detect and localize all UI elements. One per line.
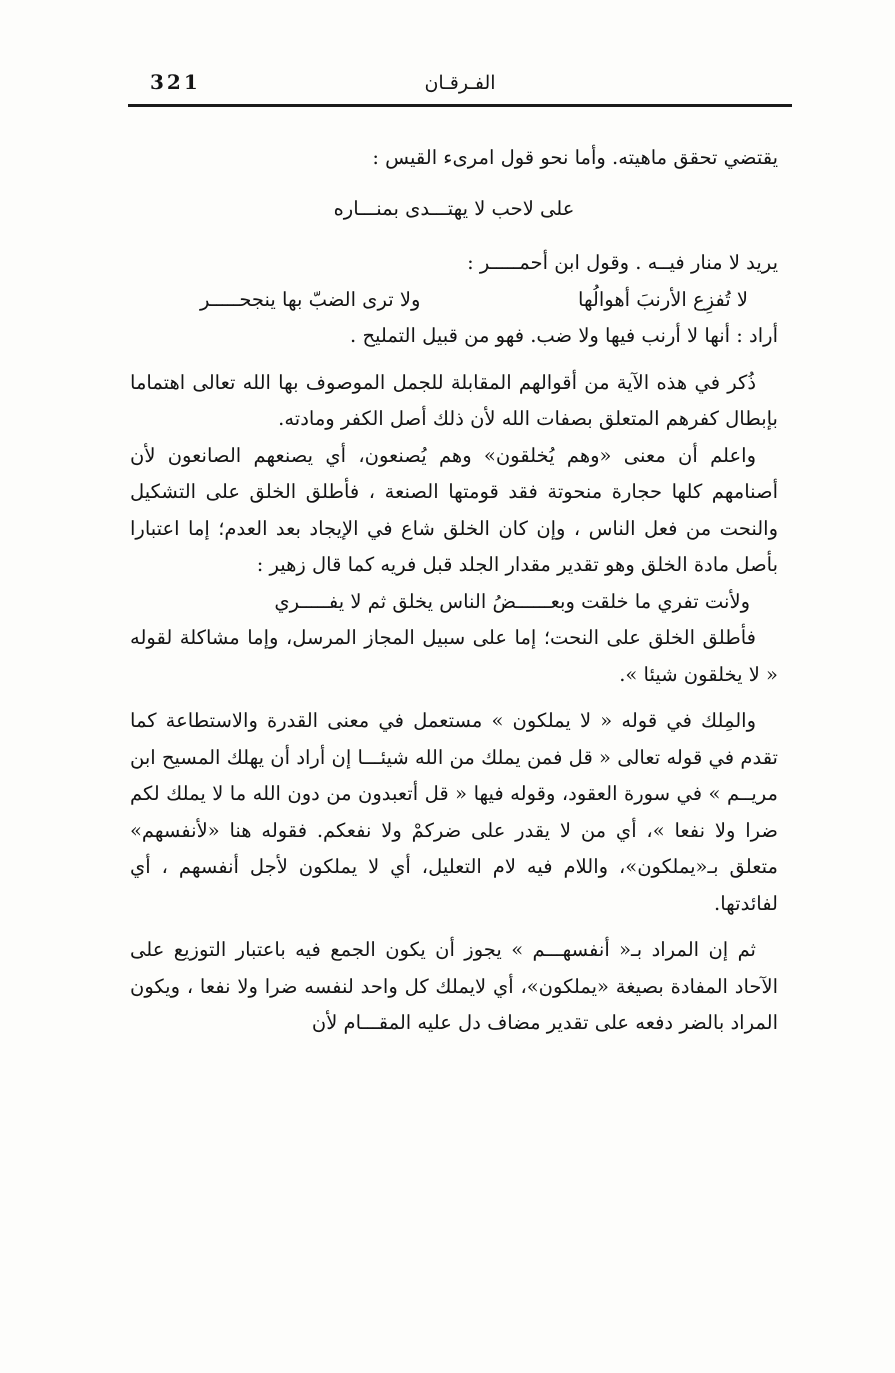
verse-hemistich-first: لا تُفزِع الأرنبَ أهوالُها [578, 287, 748, 311]
running-title: الفـرقـان [424, 72, 496, 94]
paragraph: واعلم أن معنى «وهم يُخلقون» وهم يُصنعون، أي يصنعهم الصانعون لأن أصنامهم كلها حجارة منحوتة فقد قومتها الصنعة ، فأطلق الخلق على التشكيل والنحت من فعل الناس ، وإن كان الخلق شاع في الإيجاد بعد العدم؛ إما اعتبارا بأصل مادة الخلق وهو تقدير مقدار الجلد قبل فريه كما قال زهير : [130, 443, 778, 576]
verse-line: على لاحب لا يهتـــدى بمنـــاره [333, 196, 575, 220]
verse-line: ولأنت تفري ما خلقت وبعــــــضُ الناس يخلق ثم لا يفـــــري [274, 589, 750, 613]
verse-hemistich-second: ولا ترى الضبّ بها ينجحـــــر [200, 287, 421, 311]
paragraph: ثم إن المراد بـ« أنفسهـــم » يجوز أن يكون الجمع فيه باعتبار التوزيع على الآحاد المفادة بصيغة «يملكون»، أي لايملك كل واحد لنفسه ضرا ولا نفعا ، ويكون المراد بالضر دفعه على تقدير مضاف دل عليه المقـــام لأن [130, 938, 778, 1034]
page-number: 321 [150, 70, 201, 94]
text-line: يريد لا منار فيــه . وقول ابن أحمـــــر : [467, 251, 778, 274]
paragraph: والمِلك في قوله « لا يملكون » مستعمل في معنى القدرة والاستطاعة كما تقدم في قوله تعالى « قل فمن يملك من الله شيئـــا إن أراد أن يهلك المسيح ابن مريــم » في سورة العقود، وقوله فيها « قل أتعبدون من دون الله ما لا يملك لكم ضرا ولا نفعا »، أي من لا يقدر على ضركمْ ولا نفعكم. فقوله هنا «لأنفسهم» متعلق بـ«يملكون»، واللام فيه لام التعليل، أي لا يملكون لأجل أنفسهم ، أي لفائدتها. [130, 709, 778, 915]
text-line: يقتضي تحقق ماهيته. وأما نحو قول امرىء القيس : [372, 146, 778, 169]
page-header [128, 62, 792, 106]
verse-couplet [130, 282, 778, 319]
header-rule [128, 104, 792, 107]
text-line: أراد : أنها لا أرنب فيها ولا ضب. فهو من قبيل التمليح . [350, 324, 778, 347]
page-body [130, 140, 778, 1042]
paragraph: فأطلق الخلق على النحت؛ إما على سبيل المجاز المرسل، وإما مشاكلة لقوله « لا يخلقون شيئا ». [130, 626, 778, 686]
paragraph: ذُكر في هذه الآية من أقوالهم المقابلة للجمل الموصوف بها الله تعالى اهتماما بإبطال كفرهم المتعلق بصفات الله لأن ذلك أصل الكفر ومادته. [130, 370, 778, 430]
